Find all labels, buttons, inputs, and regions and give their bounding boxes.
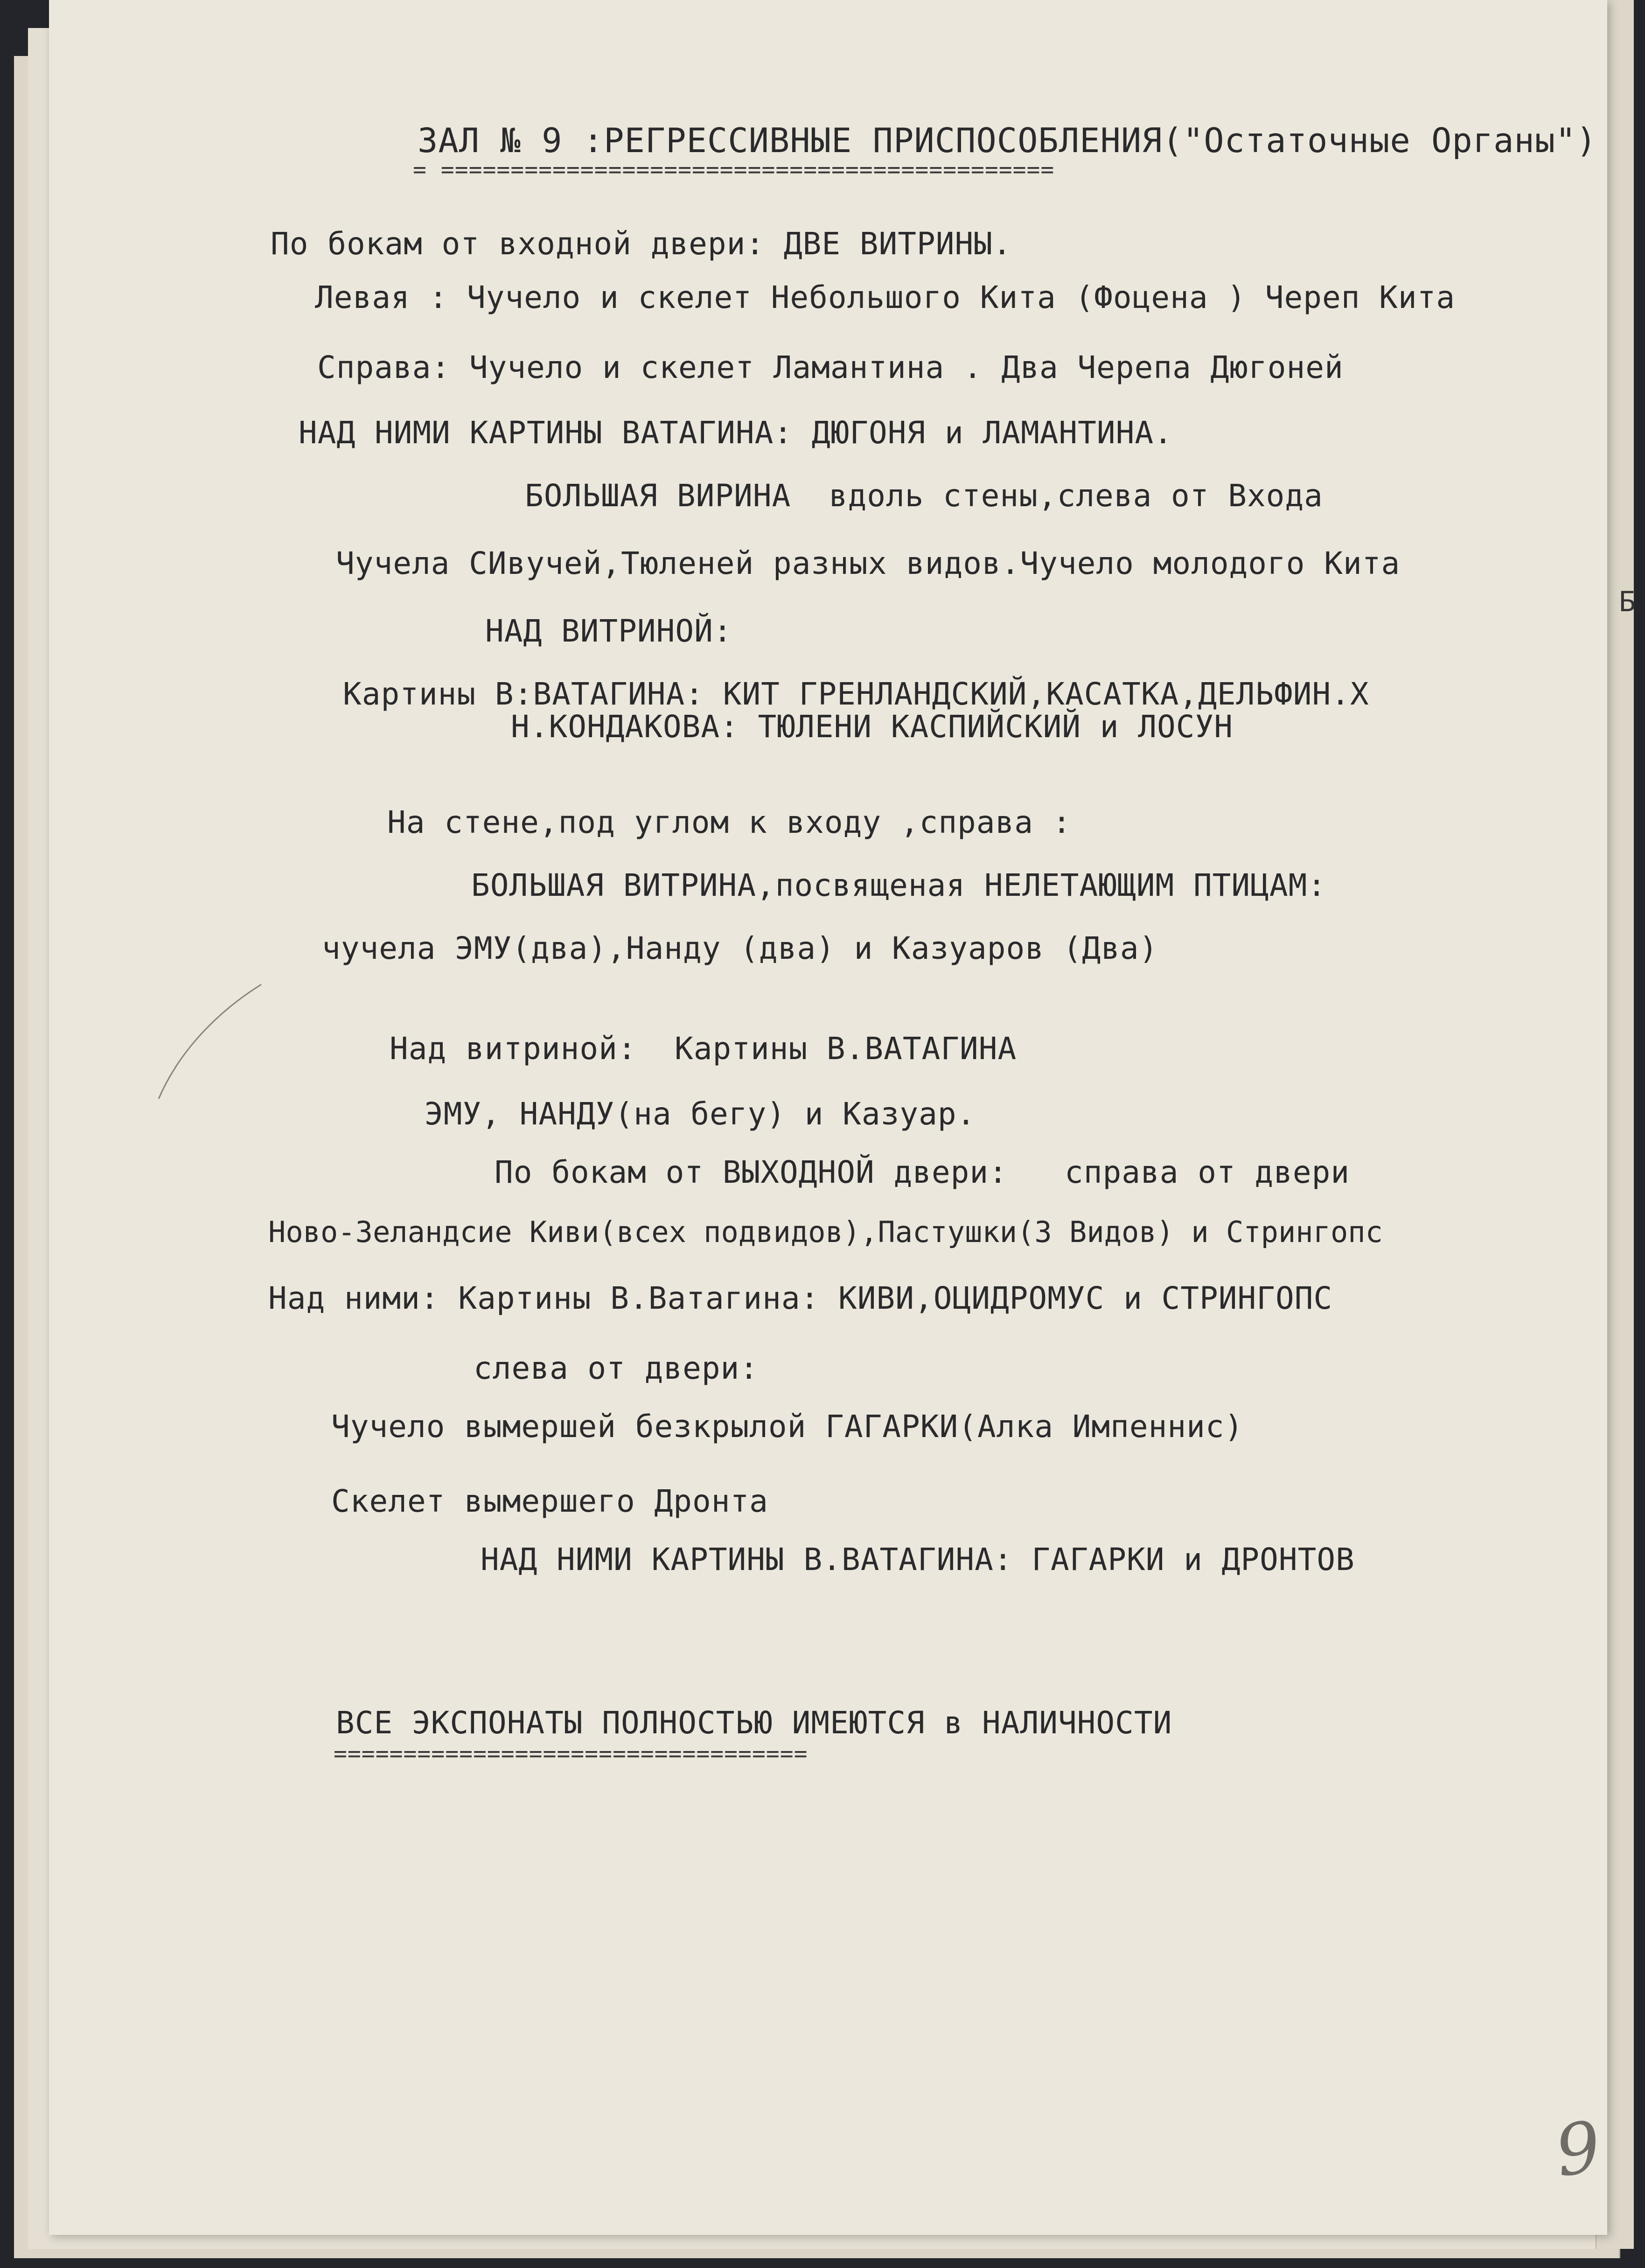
page-number: 9 xyxy=(1550,2106,1606,2193)
text-line: НАД НИМИ КАРТИНЫ ВАТАГИНА: ДЮГОНЯ и ЛАМАНТИНА. xyxy=(299,415,1173,451)
text-line: чучела ЭМУ(два),Нанду (два) и Казуаров (Два) xyxy=(322,930,1158,966)
text-line: По бокам от ВЫХОДНОЙ двери: справа от двери xyxy=(495,1154,1350,1190)
title-underline: = ============================================ xyxy=(413,157,1055,183)
pencil-stroke-icon xyxy=(154,980,266,1101)
text-line: ЭМУ, НАНДУ(на бегу) и Казуар. xyxy=(425,1096,976,1132)
margin-mark: Б xyxy=(1619,586,1636,618)
closing-statement: ВСЕ ЭКСПОНАТЫ ПОЛНОСТЬЮ ИМЕЮТСЯ в НАЛИЧНОСТИ xyxy=(336,1705,1172,1741)
text-line: Над витриной: Картины В.ВАТАГИНА xyxy=(390,1031,1017,1067)
text-line: Скелет вымершего Дронта xyxy=(331,1483,768,1519)
text-line: слева от двери: xyxy=(474,1350,759,1386)
text-line: Картины В:ВАТАГИНА: КИТ ГРЕНЛАНДСКИЙ,КАСАТКА,ДЕЛЬФИН.Х xyxy=(343,676,1369,712)
text-line: НАД НИМИ КАРТИНЫ В.ВАТАГИНА: ГАГАРКИ и ДРОНТОВ xyxy=(481,1542,1355,1577)
text-line: Чучела СИвучей,Тюленей разных видов.Чучело молодого Кита xyxy=(336,545,1401,581)
text-line: Чучело вымершей безкрылой ГАГАРКИ(Алка Импеннис) xyxy=(331,1409,1244,1445)
text-line: Справа: Чучело и скелет Ламантина . Два Черепа Дюгоней xyxy=(317,349,1344,385)
text-line: Ново-Зеландсие Киви(всех подвидов),Пастушки(3 Видов) и Стрингопс xyxy=(268,1215,1383,1249)
text-line: БОЛЬШАЯ ВИРИНА вдоль стены,слева от Входа xyxy=(525,478,1323,514)
text-line: БОЛЬШАЯ ВИТРИНА,посвященая НЕЛЕТАЮЩИМ ПТИЦАМ: xyxy=(471,867,1327,903)
text-line: НАД ВИТРИНОЙ: xyxy=(485,613,732,649)
page-title: ЗАЛ № 9 :РЕГРЕССИВНЫЕ ПРИСПОСОБЛЕНИЯ("Остаточные Органы") xyxy=(418,121,1597,160)
text-line: По бокам от входной двери: ДВЕ ВИТРИНЫ. xyxy=(271,226,1012,262)
typed-page xyxy=(49,0,1607,2235)
text-line: Над ними: Картины В.Ватагина: КИВИ,ОЦИДРОМУС и СТРИНГОПС xyxy=(268,1280,1333,1316)
closing-underline: ================================== xyxy=(334,1741,808,1767)
text-line: Н.КОНДАКОВА: ТЮЛЕНИ КАСПИЙСКИЙ и ЛОСУН xyxy=(511,709,1233,745)
text-line: На стене,под углом к входу ,справа : xyxy=(387,804,1072,840)
text-line: Левая : Чучело и скелет Небольшого Кита (Фоцена ) Череп Кита xyxy=(315,279,1456,315)
